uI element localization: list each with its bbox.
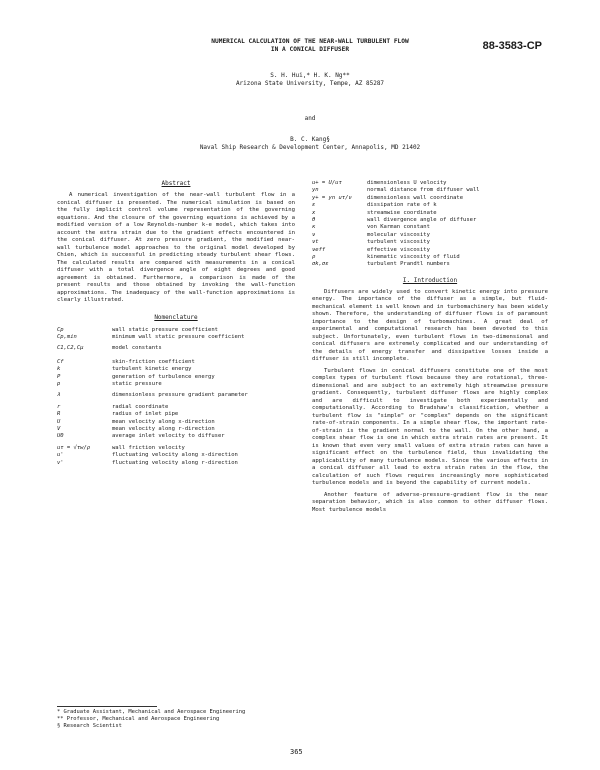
page-number: 365: [290, 748, 303, 756]
nomenclature-list-right: [312, 180, 548, 269]
nomenclature-row: [57, 359, 295, 366]
nomen-definition: normal distance from diffuser wall: [367, 187, 480, 194]
nomen-symbol: θ: [312, 217, 316, 224]
nomen-symbol: P: [57, 373, 61, 380]
footnote-3: § Research Scientist: [57, 723, 122, 729]
title-line-2: IN A CONICAL DIFFUSER: [270, 46, 350, 53]
nomen-symbol: κ: [312, 224, 316, 231]
nomenclature-row: [312, 180, 548, 187]
nomen-symbol: U0: [57, 433, 64, 440]
abstract-heading: Abstract: [161, 180, 191, 187]
nomen-definition: wall static pressure coefficient: [112, 326, 218, 333]
nomen-symbol: C1,C2,Cμ: [57, 345, 84, 352]
nomen-definition: dissipation rate of k: [367, 202, 437, 209]
nomenclature-row: [57, 381, 295, 388]
affiliation-2: Naval Ship Research & Development Center, Annapolis, MD 21402: [199, 144, 421, 151]
nomenclature-row: [312, 224, 548, 231]
author-names-2: B. C. Kang§: [290, 136, 330, 143]
nomenclature-row: [312, 217, 548, 224]
author-block-1: [150, 72, 470, 88]
nomen-symbol: U: [57, 418, 61, 425]
nomen-symbol: λ: [57, 392, 61, 399]
nomenclature-row: [57, 460, 295, 467]
author-names-1: S. H. Hui,* H. K. Ng**: [270, 72, 350, 79]
footnote-1: * Graduate Assistant, Mechanical and Aerospace Engineering: [57, 709, 246, 715]
footnotes: [57, 709, 297, 730]
nomen-symbol: σk,σε: [312, 261, 329, 268]
nomen-symbol: k: [57, 366, 61, 373]
nomenclature-row: [57, 419, 295, 426]
nomen-definition: minimum wall static pressure coefficient: [112, 333, 245, 340]
footnote-divider: [57, 706, 157, 707]
nomenclature-row: [57, 411, 295, 418]
nomenclature-row: [57, 334, 295, 341]
nomen-definition: wall friction velocity: [112, 444, 185, 451]
nomen-definition: fluctuating velocity along r-direction: [112, 459, 238, 466]
nomen-definition: turbulent kinetic energy: [112, 366, 192, 373]
nomen-definition: static pressure: [112, 380, 162, 387]
nomenclature-row: [312, 247, 548, 254]
left-column: [57, 180, 295, 467]
nomen-definition: effective viscosity: [367, 246, 430, 253]
introduction-heading: I. Introduction: [402, 276, 458, 284]
nomen-definition: von Karman constant: [367, 224, 430, 231]
nomen-definition: streamwise coordinate: [367, 209, 437, 216]
nomenclature-heading: Nomenclature: [154, 313, 198, 321]
nomenclature-row: [57, 452, 295, 459]
nomen-definition: wall divergence angle of diffuser: [367, 217, 477, 224]
nomen-definition: dimensionless wall coordinate: [367, 194, 464, 201]
nomen-definition: mean velocity along x-direction: [112, 418, 215, 425]
nomen-definition: average inlet velocity to diffuser: [112, 433, 225, 440]
nomenclature-row: [312, 210, 548, 217]
nomen-definition: mean velocity along r-direction: [112, 425, 215, 432]
nomenclature-row: [57, 392, 295, 399]
nomen-definition: radial coordinate: [112, 403, 169, 410]
nomen-definition: fluctuating velocity along x-direction: [112, 452, 238, 459]
paper-title: [150, 38, 470, 54]
nomen-symbol: ρ: [312, 254, 316, 261]
nomen-symbol: u': [57, 452, 64, 459]
nomen-symbol: V: [57, 425, 61, 432]
nomenclature-row: [312, 254, 548, 261]
nomenclature-list-left: [57, 327, 295, 468]
nomen-symbol: νeff: [312, 246, 326, 253]
author-block-2: [140, 136, 480, 152]
nomen-definition: radius of inlet pipe: [112, 411, 179, 418]
nomen-symbol: ε: [312, 202, 316, 209]
nomen-symbol: ν: [312, 231, 316, 238]
right-column: [312, 180, 548, 514]
nomen-symbol: Cp,min: [57, 333, 77, 340]
nomen-definition: kinematic viscosity of fluid: [367, 254, 460, 261]
nomenclature-row: [57, 327, 295, 334]
nomen-definition: model constants: [112, 345, 162, 352]
nomen-symbol: v': [57, 459, 64, 466]
nomen-symbol: u+ = U/uτ: [312, 180, 342, 186]
nomen-symbol: νt: [312, 239, 319, 246]
nomenclature-row: [312, 232, 548, 239]
nomenclature-row: [57, 345, 295, 352]
nomenclature-row: [312, 261, 548, 268]
nomen-symbol: Cf: [57, 358, 64, 365]
nomen-definition: turbulent viscosity: [367, 239, 430, 246]
nomen-symbol: y+ = yn uτ/ν: [312, 194, 352, 201]
nomen-symbol: uτ = √τw/ρ: [57, 444, 91, 451]
nomenclature-row: [312, 187, 548, 194]
intro-paragraph-1: Diffusers are widely used to convert kinetic energy into pressure energy. The importance of the diffuser as a simple, but fluid-mechanical element is well known and in turbomachinery has been widely shown. Therefore, the understanding of diffuser flows is of paramount importance to the design of turbomachines. A great deal of experimental and computational research has been devoted to this subject. Unfortunately, even turbulent flows in two-dimensional and conical diffusers are extremely complicated and our understanding of the details of energy transfer and dissipative losses inside a diffuser is still incomplete.: [312, 288, 548, 363]
abstract-text: A numerical investigation of the near-wall turbulent flow in a conical diffuser is presented. The numerical simulation is based on the fully implicit control volume representation of the governing equations. And the closure of the governing equations is achieved by a modified version of a low Reynolds-number k-e model, which takes into account the extra strain due to the gradient effects encountered in the conical diffuser. At zero pressure gradient, the modified near-wall turbulence model approaches to the original model developed by Chien, which is successful in predicting steady turbulent shear flows. The calculated results are compared with measurements in a conical diffuser with a total divergence angle of eight degrees and good agreement is obtained. Furthermore, a comparison is made of the present results and those obtained by invoking the wall-function approximations. The inadequacy of the wall-function approximations is clearly illustrated.: [57, 192, 295, 303]
nomen-definition: molecular viscosity: [367, 231, 430, 238]
nomen-definition: dimensionless pressure gradient parameter: [112, 392, 248, 399]
nomenclature-row: [57, 445, 295, 452]
nomen-symbol: Cp: [57, 326, 64, 333]
nomenclature-row: [57, 374, 295, 381]
nomen-symbol: x: [312, 209, 316, 216]
nomenclature-row: [57, 433, 295, 440]
nomenclature-row: [312, 239, 548, 246]
nomen-symbol: r: [57, 403, 61, 410]
nomen-symbol: p: [57, 380, 61, 387]
nomen-symbol: yn: [312, 187, 319, 194]
nomenclature-row: [57, 426, 295, 433]
intro-paragraph-3: Another feature of adverse-pressure-gradient flow is the near separation behavior, which is also common to other diffuser flows. Most turbulence models: [312, 491, 548, 513]
nomen-definition: skin-friction coefficient: [112, 358, 195, 365]
nomenclature-row: [57, 404, 295, 411]
title-line-1: NUMERICAL CALCULATION OF THE NEAR-WALL TURBULENT FLOW: [211, 38, 409, 45]
nomenclature-row: [312, 195, 548, 202]
nomen-definition: turbulent Prandtl numbers: [367, 261, 450, 268]
nomen-definition: generation of turbulence energy: [112, 373, 215, 380]
footnote-2: ** Professor, Mechanical and Aerospace Engineering: [57, 716, 220, 722]
nomen-definition: dimensionless U velocity: [367, 180, 447, 186]
author-and: and: [304, 115, 316, 122]
intro-paragraph-2: Turbulent flows in conical diffusers constitute one of the most complex types of turbulent flows because they are rotational, three-dimensional and are subject to an extremely high streamwise pressure gradient. Consequently, turbulent diffuser flows are highly complex and are difficult to investigate both experimentally and computationally. According to Bradshaw's classification, whether a turbulent flow is "simple" or "complex" depends on the significant rate-of-strain components. In a simple shear flow, the important rate-of-strain is the gradient normal to the wall. On the other hand, a complex shear flow is one in which extra strain rates are present. It is known that even very small values of extra strain rates can have a significant effect on the turbulence field, thus invalidating the applicability of many turbulence models. Since the various effects in a conical diffuser all lead to extra strain rates in the flow, the calculation of such flows requires increasingly more sophisticated turbulence models and is beyond the capability of current models.: [312, 367, 548, 487]
nomenclature-row: [57, 366, 295, 373]
affiliation-1: Arizona State University, Tempe, AZ 85287: [235, 80, 385, 87]
nomen-symbol: R: [57, 411, 61, 418]
nomenclature-row: [312, 202, 548, 209]
paper-id: 88-3583-CP: [482, 40, 542, 52]
